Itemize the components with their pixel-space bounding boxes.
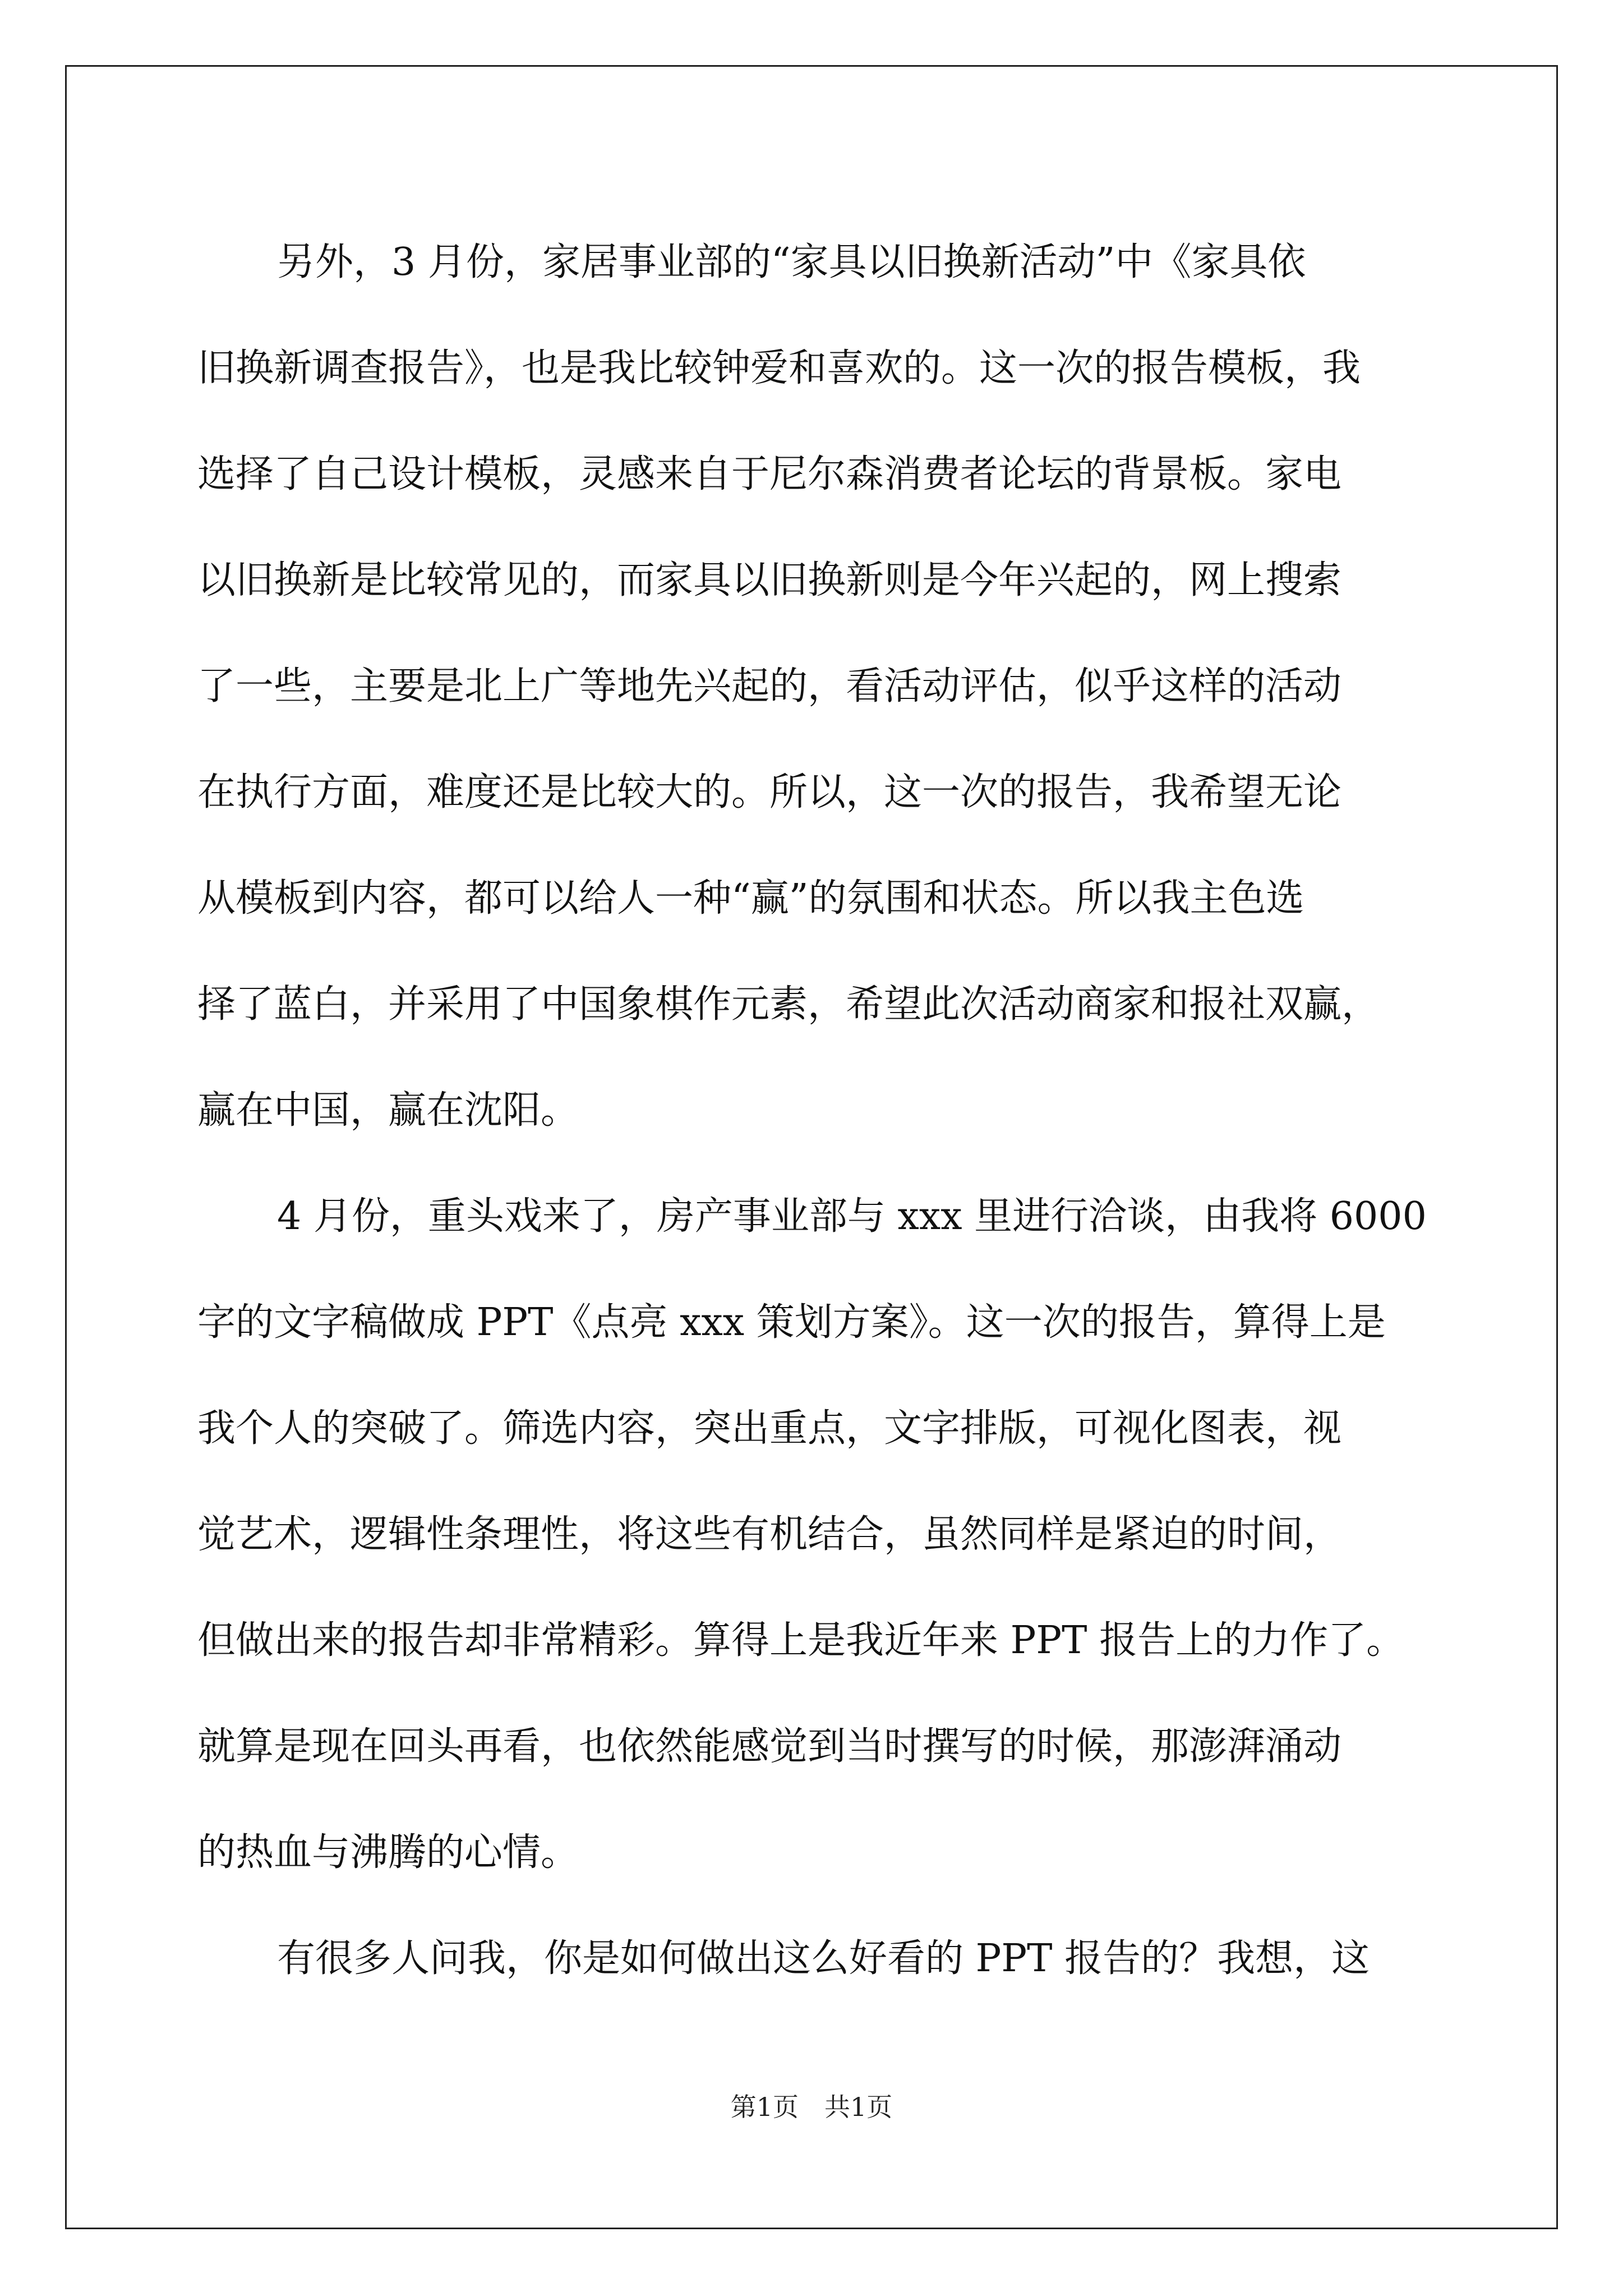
paragraph-1-line-8: 择了蓝白，并采用了中国象棋作元素，希望此次活动商家和报社双赢， [197, 982, 1380, 1027]
paragraph-2-line-3: 我个人的突破了。筛选内容，突出重点，文字排版，可视化图表，视 [197, 1406, 1342, 1451]
paragraph-2-line-1: 4 月份，重头戏来了，房产事业部与 xxx 里进行洽谈，由我将 6000 [277, 1194, 1427, 1239]
paragraph-2-line-5: 但做出来的报告却非常精彩。算得上是我近年来 PPT 报告上的力作了。 [197, 1618, 1405, 1663]
paragraph-1-line-3: 选择了自己设计模板，灵感来自于尼尔森消费者论坛的背景板。家电 [197, 452, 1342, 496]
paragraph-1-line-6: 在执行方面，难度还是比较大的。所以，这一次的报告，我希望无论 [197, 770, 1342, 815]
paragraph-1-line-9: 赢在中国，赢在沈阳。 [197, 1088, 579, 1133]
paragraph-2-line-4: 觉艺术，逻辑性条理性，将这些有机结合，虽然同样是紧迫的时间， [197, 1512, 1342, 1557]
paragraph-3-line-1: 有很多人问我，你是如何做出这么好看的 PPT 报告的？我想，这 [277, 1936, 1370, 1981]
paragraph-1-line-2: 旧换新调查报告》，也是我比较钟爱和喜欢的。这一次的报告模板，我 [197, 346, 1361, 390]
paragraph-1-line-1: 另外，3 月份，家居事业部的“家具以旧换新活动”中《家具依 [277, 240, 1306, 284]
paragraph-1-line-7: 从模板到内容，都可以给人一种“赢”的氛围和状态。所以我主色选 [197, 876, 1304, 921]
document-body [197, 209, 1427, 2012]
paragraph-1-line-4: 以旧换新是比较常见的，而家具以旧换新则是今年兴起的，网上搜索 [197, 558, 1342, 602]
paragraph-2-line-6: 就算是现在回头再看，也依然能感觉到当时撰写的时候，那澎湃涌动 [197, 1724, 1342, 1769]
paragraph-2-line-2: 字的文字稿做成 PPT《点亮 xxx 策划方案》。这一次的报告，算得上是 [197, 1300, 1386, 1345]
paragraph-2-line-7: 的热血与沸腾的心情。 [197, 1830, 579, 1875]
page-footer: 第1页 共1页 [730, 2092, 893, 2122]
paragraph-1-line-5: 了一些，主要是北上广等地先兴起的，看活动评估，似乎这样的活动 [197, 664, 1342, 708]
